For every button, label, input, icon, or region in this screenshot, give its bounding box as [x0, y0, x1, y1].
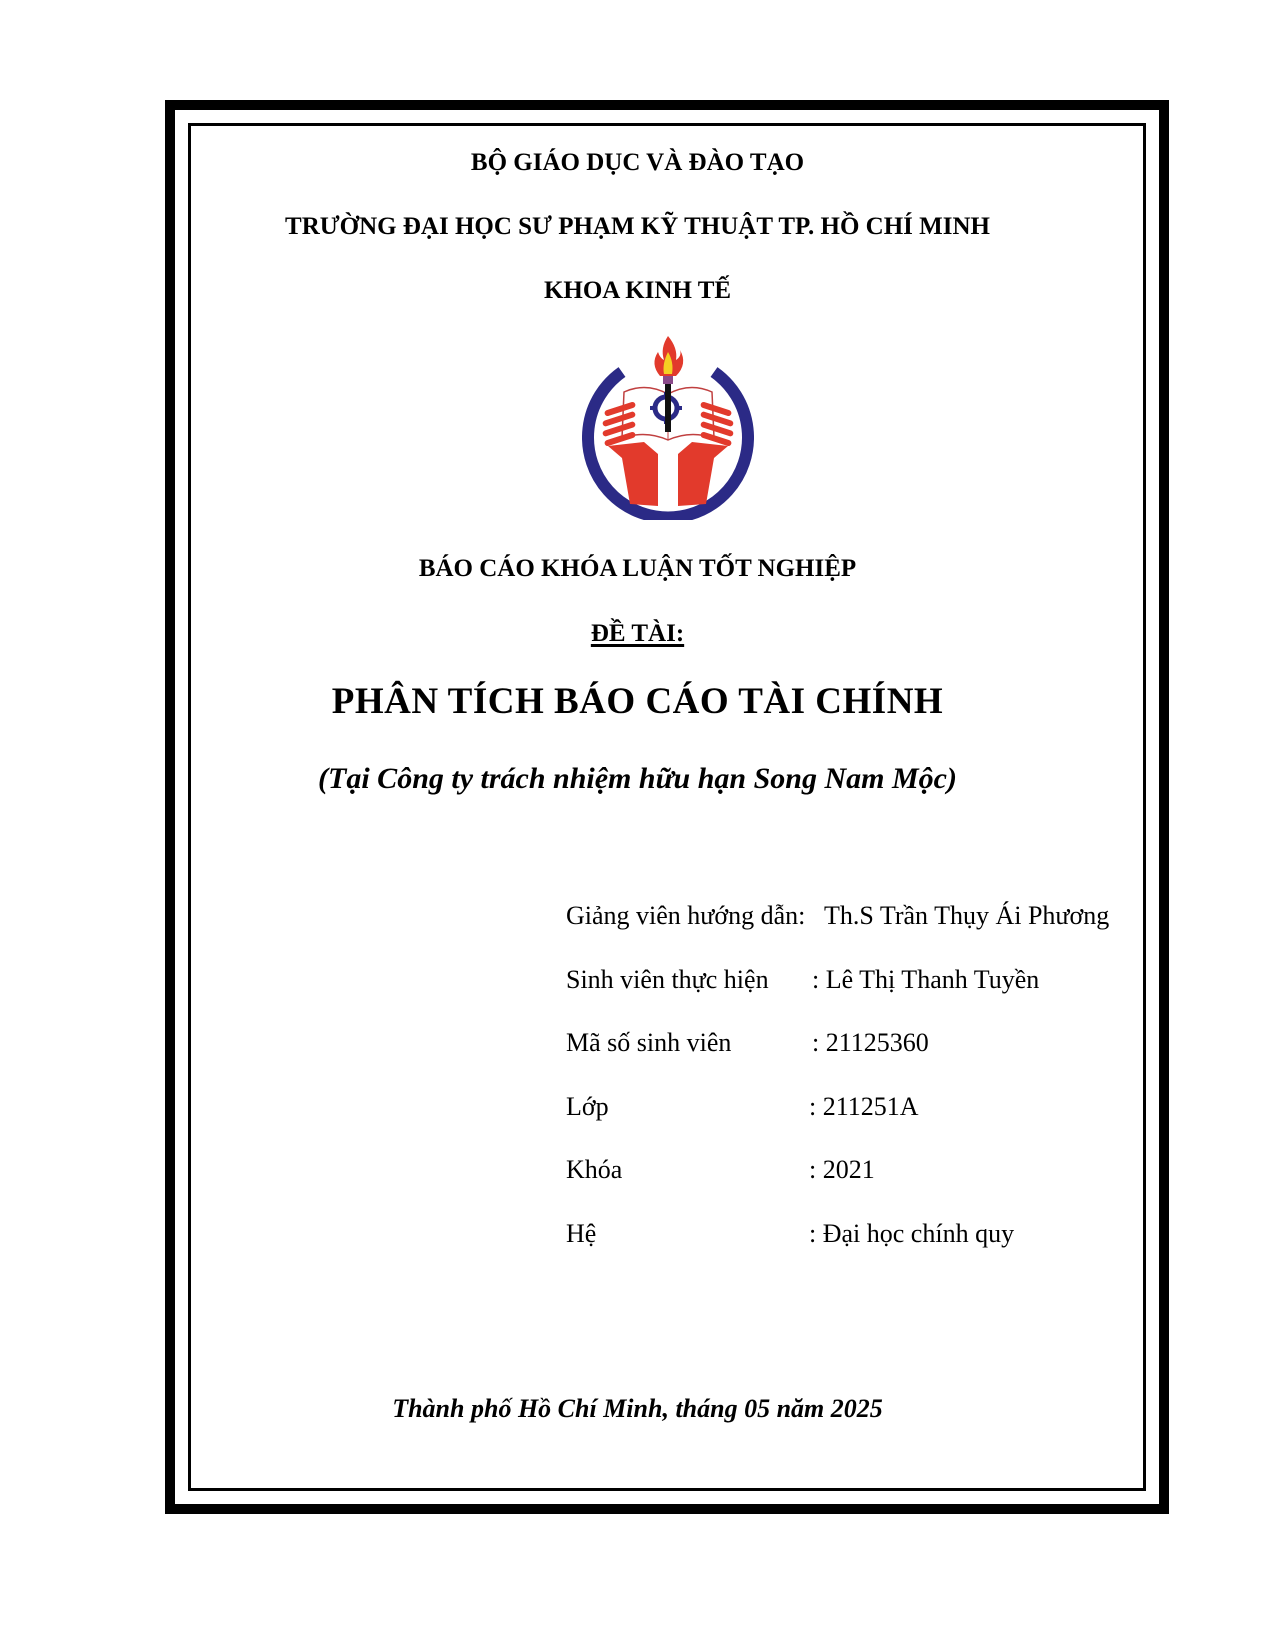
- info-value: : 21125360: [812, 1028, 929, 1057]
- report-type: BÁO CÁO KHÓA LUẬN TỐT NGHIỆP: [418, 555, 857, 582]
- page-border-inner: [188, 123, 1146, 1491]
- info-label: Khóa: [566, 1155, 623, 1184]
- topic-label: [0, 620, 1275, 648]
- info-label: Lớp: [566, 1092, 609, 1121]
- info-label: Sinh viên thực hiện: [566, 965, 769, 994]
- date-line: Thành phố Hồ Chí Minh, tháng 05 năm 2025: [392, 1394, 883, 1423]
- page-border: [165, 100, 1169, 1514]
- info-value: : Đại học chính quy: [809, 1219, 1015, 1248]
- info-label: Mã số sinh viên: [566, 1028, 732, 1057]
- ministry-heading: BỘ GIÁO DỤC VÀ ĐÀO TẠO: [470, 149, 805, 176]
- report-title: PHÂN TÍCH BÁO CÁO TÀI CHÍNH: [331, 681, 944, 722]
- university-heading: TRƯỜNG ĐẠI HỌC SƯ PHẠM KỸ THUẬT TP. HỒ CHÍ MINH: [285, 213, 990, 240]
- faculty-heading: KHOA KINH TẾ: [543, 277, 732, 304]
- info-value: Th.S Trần Thụy Ái Phương: [824, 901, 1110, 930]
- report-subtitle: (Tại Công ty trách nhiệm hữu hạn Song Nam Mộc): [318, 762, 957, 795]
- info-value: : Lê Thị Thanh Tuyền: [812, 965, 1040, 994]
- info-label: Giảng viên hướng dẫn:: [566, 901, 806, 930]
- university-logo-icon: [582, 334, 754, 520]
- topic-label-text: ĐỀ TÀI:: [590, 620, 685, 647]
- info-label: Hệ: [566, 1219, 597, 1248]
- info-value: : 2021: [809, 1155, 875, 1184]
- info-value: : 211251A: [809, 1092, 919, 1121]
